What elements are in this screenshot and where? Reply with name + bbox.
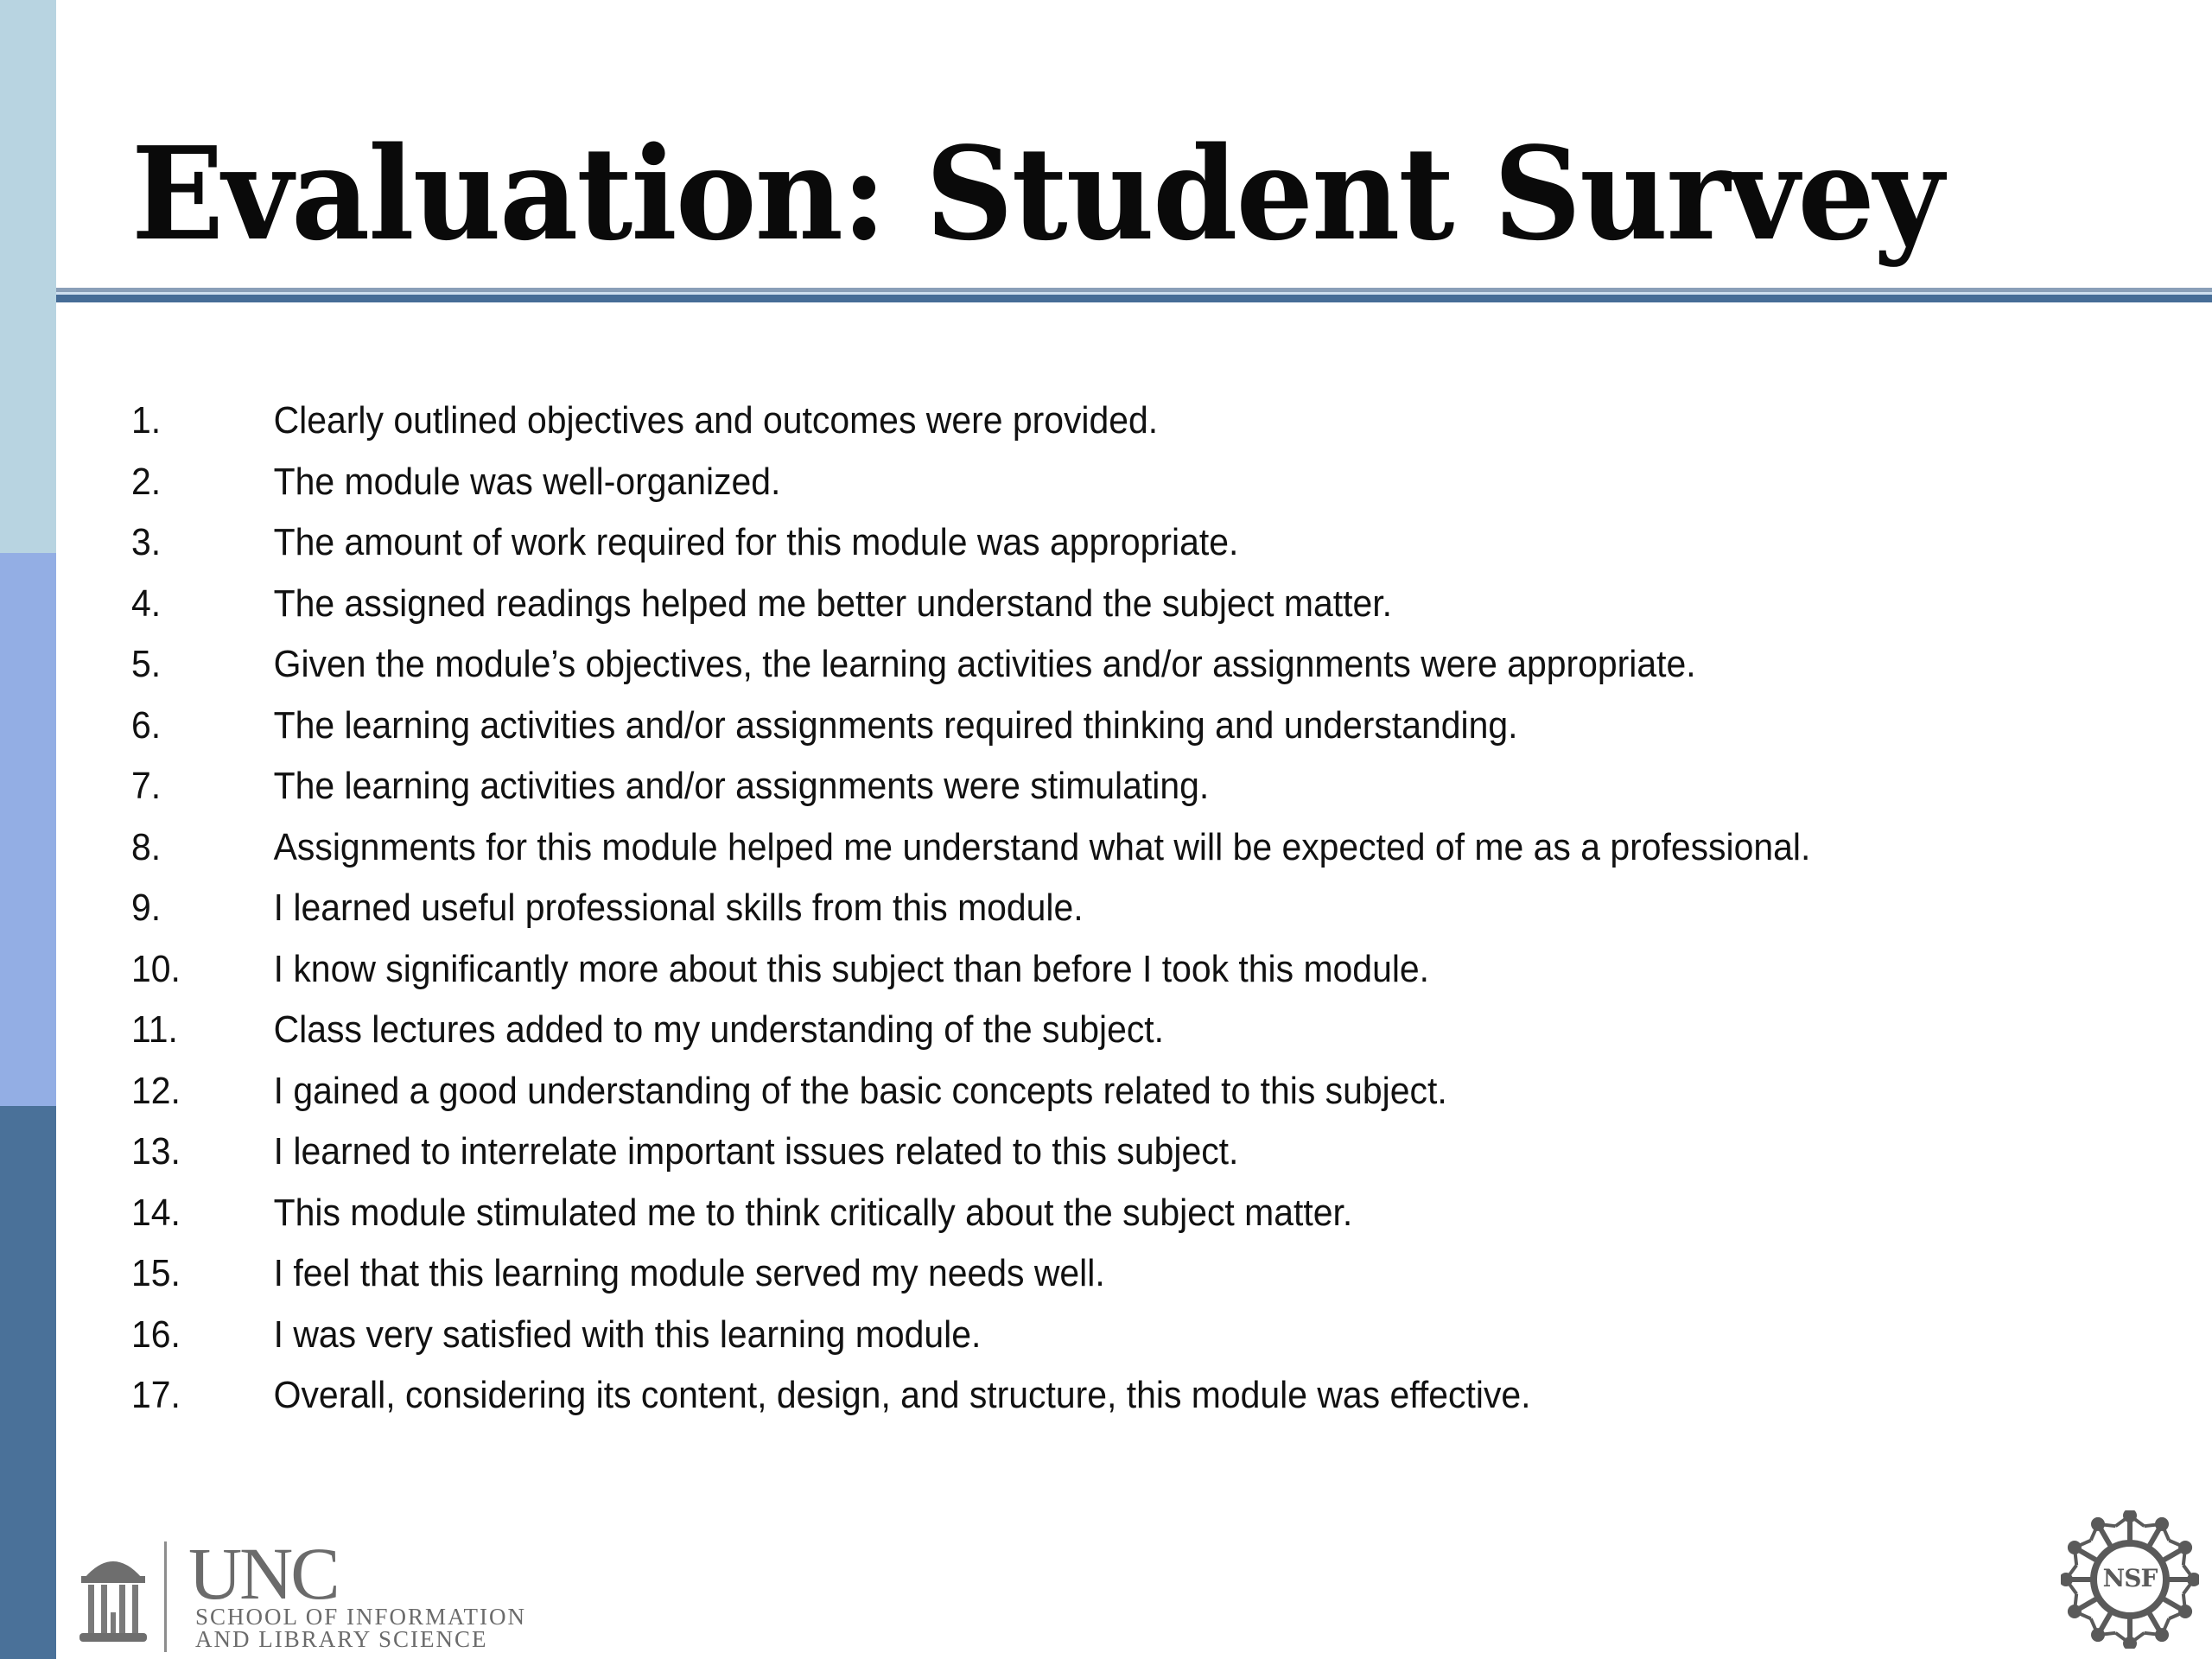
item-number: 4.	[131, 582, 162, 625]
survey-item	[131, 701, 1940, 750]
item-text: The assigned readings helped me better understand the subject matter.	[273, 582, 1392, 625]
item-text: Class lectures added to my understanding of the subject.	[273, 1008, 1165, 1051]
survey-item	[131, 1188, 1940, 1237]
item-text: I learned to interrelate important issues related to this subject.	[273, 1130, 1239, 1173]
item-number: 1.	[131, 399, 162, 442]
nsf-label: NSF	[2102, 1564, 2158, 1592]
item-number: 9.	[131, 887, 162, 929]
survey-item	[131, 944, 1940, 994]
item-text: The module was well-organized.	[273, 460, 781, 503]
slide-title: Evaluation: Student Survey	[131, 118, 1942, 269]
item-number: 17.	[131, 1374, 181, 1416]
item-number: 2.	[131, 460, 162, 503]
item-number: 5.	[131, 643, 162, 685]
survey-item	[131, 883, 1940, 932]
survey-item	[131, 1310, 1940, 1359]
survey-item	[131, 1370, 1940, 1420]
unc-wordmark: UNC	[188, 1532, 338, 1615]
item-number: 13.	[131, 1130, 181, 1173]
item-text: Given the module’s objectives, the learning activities and/or assignments were appropriate.	[273, 643, 1696, 685]
school-name-line-1: SCHOOL OF INFORMATION	[195, 1604, 527, 1630]
survey-item	[131, 1066, 1940, 1116]
school-name	[195, 1605, 526, 1650]
old-well-icon	[76, 1545, 150, 1649]
survey-item	[131, 1005, 1940, 1054]
survey-item	[131, 457, 1940, 506]
item-number: 16.	[131, 1313, 181, 1356]
nsf-logo	[2061, 1510, 2199, 1649]
item-text: Clearly outlined objectives and outcomes were provided.	[273, 399, 1159, 442]
item-number: 12.	[131, 1069, 181, 1112]
logo-divider	[164, 1541, 167, 1652]
survey-item	[131, 518, 1940, 567]
item-text: I learned useful professional skills from this module.	[273, 887, 1084, 929]
unc-sils-logo	[76, 1532, 577, 1656]
item-number: 6.	[131, 703, 162, 747]
item-text: Overall, considering its content, design, and structure, this module was effective.	[273, 1374, 1531, 1416]
item-text: I gained a good understanding of the basic concepts related to this subject.	[273, 1069, 1447, 1112]
side-accent-top	[0, 0, 56, 553]
item-number: 14.	[131, 1191, 181, 1234]
side-accent-middle	[0, 553, 56, 1106]
survey-item	[131, 1127, 1940, 1176]
item-text: Assignments for this module helped me understand what will be expected of me as a professional.	[273, 825, 1811, 868]
survey-item	[131, 823, 1940, 872]
item-number: 7.	[131, 765, 162, 807]
item-text: This module stimulated me to think critically about the subject matter.	[273, 1191, 1353, 1234]
item-number: 8.	[131, 825, 162, 868]
item-text: The learning activities and/or assignments were stimulating.	[273, 765, 1210, 807]
item-text: The amount of work required for this module was appropriate.	[273, 521, 1239, 563]
survey-item	[131, 396, 1940, 445]
item-text: I was very satisfied with this learning module.	[273, 1313, 982, 1356]
survey-question-list	[131, 396, 2075, 1432]
survey-item	[131, 579, 1940, 628]
item-text: I feel that this learning module served my needs well.	[273, 1252, 1105, 1294]
survey-item	[131, 1249, 1940, 1298]
item-text: The learning activities and/or assignments required thinking and understanding.	[273, 703, 1518, 747]
title-rule-thick	[56, 295, 2212, 302]
survey-item	[131, 639, 1940, 689]
item-number: 11.	[131, 1008, 178, 1051]
item-text: I know significantly more about this subject than before I took this module.	[273, 947, 1430, 990]
item-number: 10.	[131, 947, 181, 990]
side-accent-bottom	[0, 1106, 56, 1659]
school-name-line-2: AND LIBRARY SCIENCE	[195, 1626, 488, 1652]
item-number: 3.	[131, 521, 162, 563]
item-number: 15.	[131, 1252, 181, 1294]
survey-item	[131, 761, 1940, 810]
